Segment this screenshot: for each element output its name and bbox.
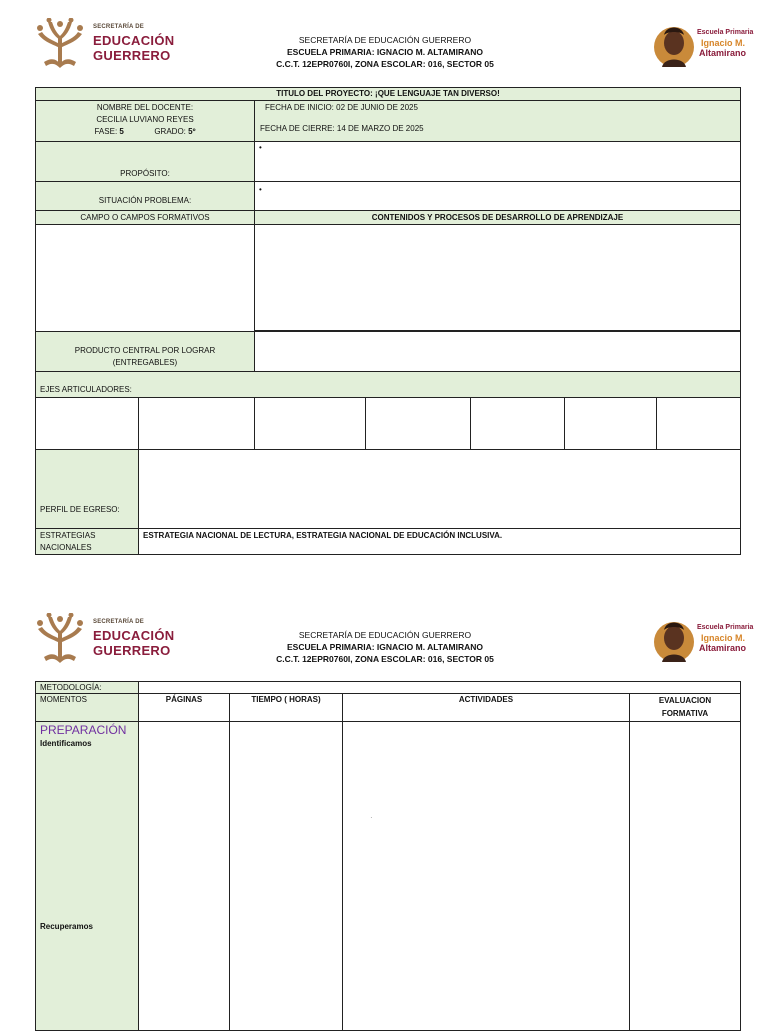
ejes-cell-3[interactable] <box>254 397 366 450</box>
escuela-logo-line2: Ignacio M. <box>701 38 746 48</box>
col-momentos: MOMENTOS <box>35 693 139 722</box>
ejes-cell-7[interactable] <box>656 397 741 450</box>
ejes-cell-1[interactable] <box>35 397 139 450</box>
header-text <box>230 629 540 665</box>
estrategias-value: ESTRATEGIA NACIONAL DE LECTURA, ESTRATEGIA NACIONAL DE EDUCACIÓN INCLUSIVA. <box>138 528 741 555</box>
ejes-label: EJES ARTICULADORES: <box>35 371 741 398</box>
escuela-logo <box>654 612 764 668</box>
situacion-bullet: • <box>259 185 262 194</box>
perfil-label: PERFIL DE EGRESO: <box>40 505 120 514</box>
stray-dot: · <box>370 813 373 822</box>
logo-small-text: SECRETARÍA DE <box>93 619 144 625</box>
proposito-bullet: • <box>259 143 262 152</box>
estrategias-label-1: ESTRATEGIAS <box>40 531 96 540</box>
header-line3: C.C.T. 12EPR0760I, ZONA ESCOLAR: 016, SECTOR 05 <box>276 59 494 69</box>
metodologia-label: METODOLOGÍA: <box>35 681 139 694</box>
fase-value: 5 <box>119 127 124 136</box>
perfil-label-cell <box>35 449 139 529</box>
col-evaluacion: EVALUACION FORMATIVA <box>629 693 741 722</box>
col-paginas: PÁGINAS <box>138 693 230 722</box>
page2-header <box>0 613 768 683</box>
actividades-body[interactable] <box>342 721 630 1031</box>
logo-small-text: SECRETARÍA DE <box>93 24 144 30</box>
escuela-logo-line1: Escuela Primaria <box>697 29 754 36</box>
contenidos-header: CONTENIDOS Y PROCESOS DE DESARROLLO DE APRENDIZAJE <box>254 210 741 225</box>
tree-emblem-icon <box>34 613 86 665</box>
page1-header <box>0 18 768 88</box>
campo-value-cell[interactable] <box>35 224 255 332</box>
project-title: TITULO DEL PROYECTO: ¡QUE LENGUAJE TAN DIVERSO! <box>35 87 741 101</box>
col-actividades: ACTIVIDADES <box>342 693 630 722</box>
fechas-cell <box>254 100 741 142</box>
situacion-label-cell <box>35 181 255 211</box>
escuela-logo-line3: Altamirano <box>699 48 747 58</box>
estrategias-label-2: NACIONALES <box>40 543 92 552</box>
secretaria-educacion-logo <box>34 18 174 70</box>
portrait-emblem-icon <box>654 17 698 73</box>
docente-name: CECILIA LUVIANO REYES <box>96 115 194 124</box>
proposito-value-cell[interactable] <box>254 141 741 182</box>
proposito-label-cell <box>35 141 255 182</box>
logo-line1: EDUCACIÓN <box>93 628 175 643</box>
tiempo-body[interactable] <box>229 721 343 1031</box>
situacion-value-cell[interactable] <box>254 181 741 211</box>
producto-label-2: (ENTREGABLES) <box>112 358 178 367</box>
fecha-inicio: FECHA DE INICIO: 02 DE JUNIO DE 2025 <box>265 103 418 112</box>
portrait-emblem-icon <box>654 612 698 668</box>
producto-label-cell <box>35 331 255 372</box>
paginas-body[interactable] <box>138 721 230 1031</box>
proposito-label: PROPÓSITO: <box>120 169 170 178</box>
recuperamos-label: Recuperamos <box>40 922 93 931</box>
header-line1: SECRETARÍA DE EDUCACIÓN GUERRERO <box>298 35 472 45</box>
ejes-cell-4[interactable] <box>365 397 471 450</box>
producto-value-cell[interactable] <box>254 331 741 372</box>
perfil-value-cell[interactable] <box>138 449 741 529</box>
fecha-cierre: FECHA DE CIERRE: 14 DE MARZO DE 2025 <box>260 124 424 133</box>
escuela-logo-line3: Altamirano <box>699 643 747 653</box>
ejes-cell-2[interactable] <box>138 397 255 450</box>
logo-line2: GUERRERO <box>93 48 171 63</box>
logo-line2: GUERRERO <box>93 643 171 658</box>
momentos-body <box>35 721 139 1031</box>
logo-line1: EDUCACIÓN <box>93 33 175 48</box>
header-line3: C.C.T. 12EPR0760I, ZONA ESCOLAR: 016, SECTOR 05 <box>276 654 494 664</box>
escuela-logo-line1: Escuela Primaria <box>697 624 754 631</box>
grado-label: GRADO: <box>154 127 186 136</box>
escuela-logo-line2: Ignacio M. <box>701 633 746 643</box>
header-line1: SECRETARÍA DE EDUCACIÓN GUERRERO <box>298 630 472 640</box>
producto-label-1: PRODUCTO CENTRAL POR LOGRAR <box>74 346 216 355</box>
col-tiempo: TIEMPO ( HORAS) <box>229 693 343 722</box>
secretaria-educacion-logo <box>34 613 174 665</box>
campo-header: CAMPO O CAMPOS FORMATIVOS <box>35 210 255 225</box>
docente-cell <box>35 100 255 142</box>
fase-grado <box>36 126 254 138</box>
contenidos-value-cell[interactable] <box>254 224 741 332</box>
grado-value: 5º <box>188 127 196 136</box>
tree-emblem-icon <box>34 18 86 70</box>
identificamos-label: Identificamos <box>40 739 92 748</box>
estrategias-label-cell <box>35 528 139 555</box>
fase-label: FASE: <box>94 127 118 136</box>
escuela-logo <box>654 17 764 73</box>
header-text <box>230 34 540 70</box>
evaluacion-body[interactable] <box>629 721 741 1031</box>
ejes-cell-5[interactable] <box>470 397 565 450</box>
situacion-label: SITUACIÓN PROBLEMA: <box>98 196 192 205</box>
header-line2: ESCUELA PRIMARIA: IGNACIO M. ALTAMIRANO <box>287 47 483 57</box>
docente-label: NOMBRE DEL DOCENTE: <box>96 103 194 112</box>
preparacion-heading: PREPARACIÓN <box>40 723 127 737</box>
ejes-cell-6[interactable] <box>564 397 657 450</box>
header-line2: ESCUELA PRIMARIA: IGNACIO M. ALTAMIRANO <box>287 642 483 652</box>
